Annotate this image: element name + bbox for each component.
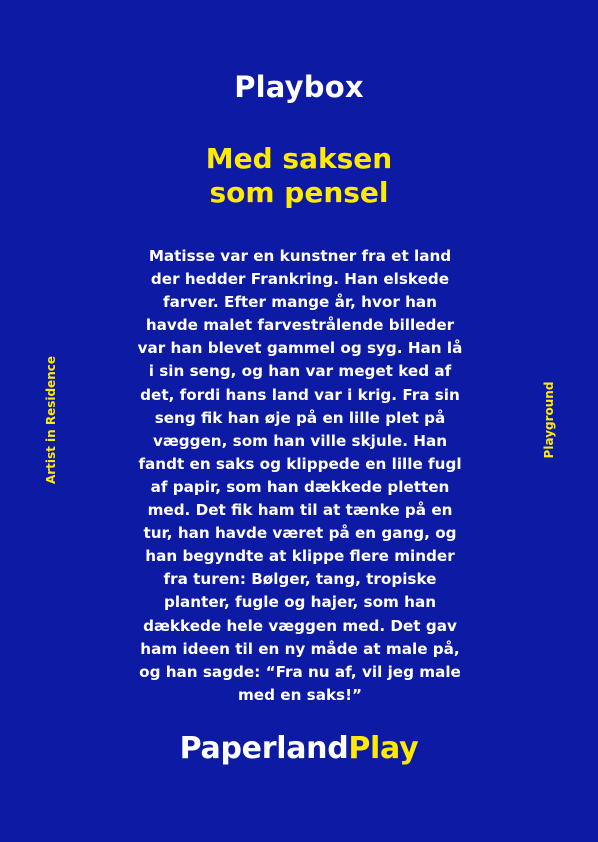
story-body-line: fandt en saks og klippede en lille fugl	[138, 454, 462, 473]
story-title-line: Med saksen	[205, 142, 393, 175]
story-body-line: dækkede hele væggen med. Det gav	[143, 616, 457, 635]
story-body-line: seng fik han øje på en lille plet på	[154, 408, 446, 427]
story-body-line: tur, han havde været på en gang, og	[143, 524, 457, 543]
story-body-line: fra turen: Bølger, tang, tropiske	[163, 570, 437, 589]
story-body-line: med. Det fik ham til at tænke på en	[147, 501, 453, 520]
story-body-line: af papir, som han dækkede pletten	[150, 477, 450, 496]
story-body-line: i sin seng, og han var meget ked af	[148, 362, 452, 381]
page-header: Playbox	[234, 70, 364, 104]
side-label-right-text: Playground	[542, 381, 556, 459]
brand-logo-part2: Play	[348, 731, 419, 766]
story-body-line: farver. Efter mange år, hvor han	[163, 293, 437, 312]
side-label-left-text: Artist in Residence	[44, 355, 58, 485]
story-body-line: det, fordi hans land var i krig. Fra sin	[140, 385, 460, 404]
story-body-line: planter, fugle og hajer, som han	[163, 593, 437, 612]
story-body-line: ham ideen til en ny måde at male på,	[140, 639, 460, 658]
story-body-line: han begyndte at klippe flere minder	[145, 547, 455, 566]
story-body-line: med en saks!”	[237, 685, 363, 704]
brand-logo-part1: Paperland	[179, 731, 349, 766]
story-body-line: havde malet farvestrålende billeder	[145, 316, 455, 335]
story-body-line: var han blevet gammel og syg. Han lå	[137, 339, 463, 358]
story-body-line: væggen, som han ville skjule. Han	[152, 431, 448, 450]
brand-logo	[0, 731, 598, 766]
story-title	[0, 142, 598, 210]
story-body-line: Matisse var en kunstner fra et land	[148, 247, 452, 265]
story-body-line: og han sagde: “Fra nu af, vil jeg male	[139, 662, 461, 681]
story-body-line: der hedder Frankring. Han elskede	[150, 270, 450, 289]
story-title-line: som pensel	[209, 176, 389, 209]
story-body	[125, 245, 475, 707]
